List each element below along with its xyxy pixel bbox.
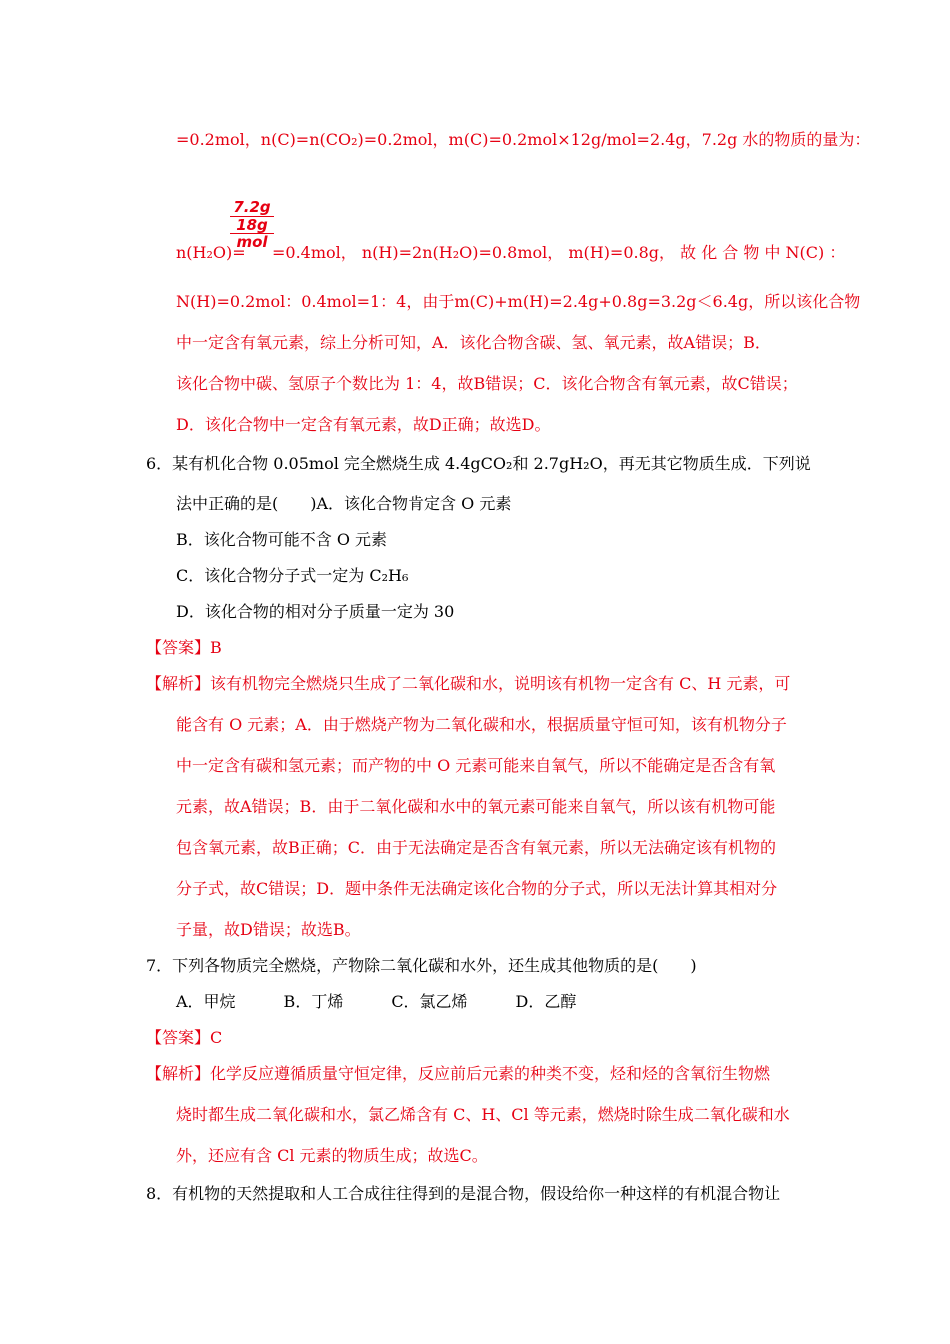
q8-stem: 8．有机物的天然提取和人工合成往往得到的是混合物，假设给你一种这样的有机混合物让 bbox=[146, 1184, 781, 1203]
q5-exp-line2-prefix: n(H₂O)= bbox=[176, 243, 246, 262]
q5-exp-line2: =0.4mol， n(H)=2n(H₂O)=0.8mol， m(H)=0.8g， 故 化 合 物 中 N(C) ： bbox=[272, 243, 846, 262]
q6-answer: 【答案】B bbox=[146, 638, 222, 657]
fraction-denominator-unit: mol bbox=[236, 233, 268, 251]
q6-option-b: B．该化合物可能不含 O 元素 bbox=[176, 530, 388, 549]
q7-exp-line2: 烧时都生成二氧化碳和水，氯乙烯含有 C、H、Cl 等元素，燃烧时除生成二氧化碳和水 bbox=[176, 1105, 790, 1124]
q5-exp-line1: =0.2mol，n(C)=n(CO₂)=0.2mol，m(C)=0.2mol×12g/mol=2.4g，7.2g 水的物质的量为： bbox=[176, 130, 871, 149]
q6-exp-line1: 【解析】该有机物完全燃烧只生成了二氧化碳和水，说明该有机物一定含有 C、H 元素，可 bbox=[146, 674, 791, 693]
q7-exp-line1: 【解析】化学反应遵循质量守恒定律，反应前后元素的种类不变，烃和烃的含氧衍生物燃 bbox=[146, 1064, 771, 1083]
q6-option-d: D．该化合物的相对分子质量一定为 30 bbox=[176, 602, 455, 621]
q6-stem-line2: 法中正确的是( )A．该化合物肯定含 O 元素 bbox=[176, 494, 512, 513]
q5-exp-line3: N(H)=0.2mol：0.4mol=1：4，由于m(C)+m(H)=2.4g+0.8g=3.2g＜6.4g，所以该化合物 bbox=[176, 292, 861, 311]
q6-option-c: C．该化合物分子式一定为 C₂H₆ bbox=[176, 566, 409, 585]
q5-exp-line5: 该化合物中碳、氢原子个数比为 1：4，故B错误；C．该化合物含有氧元素，故C错误； bbox=[176, 374, 798, 393]
q7-options: A．甲烷 B．丁烯 C．氯乙烯 D．乙醇 bbox=[176, 992, 577, 1011]
q6-exp-line6: 分子式，故C错误；D．题中条件无法确定该化合物的分子式，所以无法计算其相对分 bbox=[176, 879, 778, 898]
q5-exp-line6: D．该化合物中一定含有氧元素，故D正确；故选D。 bbox=[176, 415, 551, 434]
q6-exp-line2: 能含有 O 元素；A．由于燃烧产物为二氧化碳和水，根据质量守恒可知，该有机物分子 bbox=[176, 715, 787, 734]
q6-exp-line7: 子量，故D错误；故选B。 bbox=[176, 920, 361, 939]
q6-exp-line3: 中一定含有碳和氢元素；而产物的中 O 元素可能来自氧气，所以不能确定是否含有氧 bbox=[176, 756, 776, 775]
fraction-numerator: 7.2g bbox=[230, 198, 274, 217]
q5-exp-line4: 中一定含有氧元素，综上分析可知，A．该化合物含碳、氢、氧元素，故A错误；B． bbox=[176, 333, 771, 352]
q6-stem-line1: 6．某有机化合物 0.05mol 完全燃烧生成 4.4gCO₂和 2.7gH₂O，再无其它物质生成．下列说 bbox=[146, 454, 811, 473]
q7-stem: 7．下列各物质完全燃烧，产物除二氧化碳和水外，还生成其他物质的是( ) bbox=[146, 956, 697, 975]
q7-answer: 【答案】C bbox=[146, 1028, 223, 1047]
q6-exp-line4: 元素，故A错误；B．由于二氧化碳和水中的氧元素可能来自氧气，所以该有机物可能 bbox=[176, 797, 776, 816]
fraction-denominator: 18g bbox=[230, 217, 274, 234]
q6-exp-line5: 包含氧元素，故B正确；C．由于无法确定是否含有氧元素，所以无法确定该有机物的 bbox=[176, 838, 777, 857]
q7-exp-line3: 外，还应有含 Cl 元素的物质生成；故选C。 bbox=[176, 1146, 488, 1165]
